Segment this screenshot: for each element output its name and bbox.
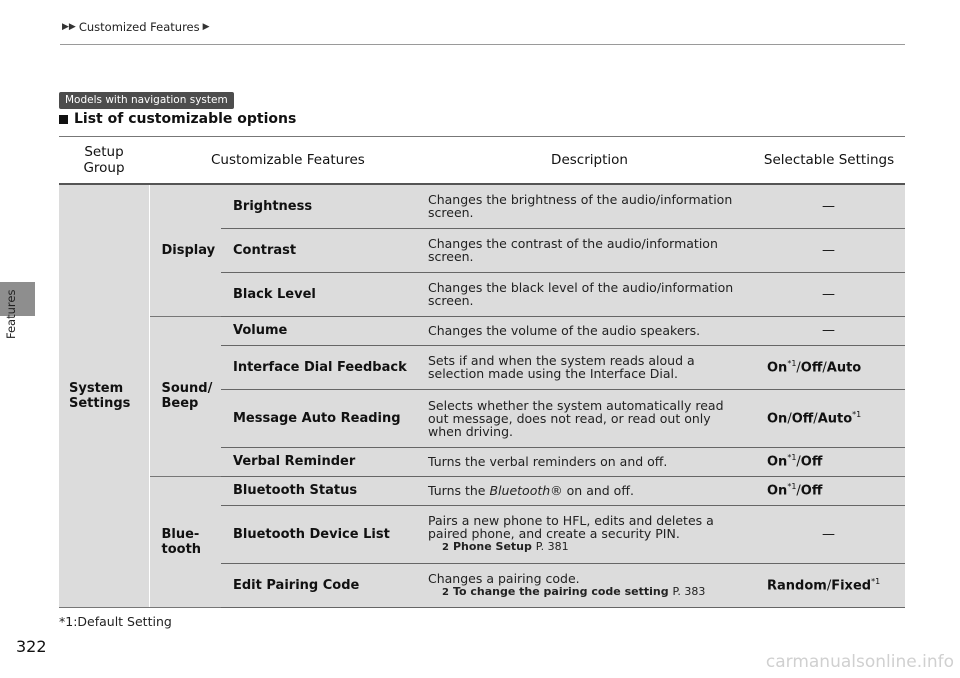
setting-verbal-reminder: On$^{*1}$/Off	[753, 447, 905, 476]
header-setup-group: Setup Group	[59, 137, 149, 185]
breadcrumb-section[interactable]: Customized Features	[78, 20, 200, 34]
setting-interface-dial-feedback: On$^{*1}$/Off/Auto	[753, 345, 905, 389]
description-interface-dial-feedback: Sets if and when the system reads aloud a selection made using the Interface Dial.	[426, 345, 753, 389]
breadcrumb-arrows: ▶▶	[62, 22, 76, 32]
phone-setup-link[interactable]: 2 Phone Setup P. 381	[442, 540, 569, 553]
subgroup-bluetooth: Blue- tooth	[149, 476, 221, 607]
description-black-level: Changes the black level of the audio/information screen.	[426, 272, 753, 316]
setting-volume: —	[753, 316, 905, 345]
table-header-row	[59, 137, 905, 185]
setting-brightness: —	[753, 184, 905, 228]
setting-bluetooth-status: On$^{*1}$/Off	[753, 476, 905, 505]
breadcrumb-end-arrow: ▶	[202, 22, 210, 32]
description-bluetooth-device-list: Pairs a new phone to HFL, edits and deletes a paired phone, and create a security PIN. 2 Phone Setup P. 381	[426, 505, 753, 563]
section-title	[59, 111, 296, 127]
header-description: Description	[426, 137, 753, 185]
table-row	[59, 184, 905, 228]
description-brightness: Changes the brightness of the audio/information screen.	[426, 184, 753, 228]
feature-brightness: Brightness	[221, 184, 426, 228]
chapter-label: Features	[4, 290, 18, 340]
description-verbal-reminder: Turns the verbal reminders on and off.	[426, 447, 753, 476]
section-title-text: List of customizable options	[74, 111, 297, 127]
feature-black-level: Black Level	[221, 272, 426, 316]
header-customizable-features: Customizable Features	[149, 137, 426, 185]
feature-edit-pairing-code: Edit Pairing Code	[221, 563, 426, 607]
description-contrast: Changes the contrast of the audio/information screen.	[426, 228, 753, 272]
description-volume: Changes the volume of the audio speakers.	[426, 316, 753, 345]
bullet-square-icon	[59, 115, 68, 124]
table-row	[59, 316, 905, 345]
models-badge: Models with navigation system	[59, 92, 234, 109]
description-message-auto-reading: Selects whether the system automatically read out message, does not read, or read out only when driving.	[426, 389, 753, 447]
pairing-code-setting-link[interactable]: 2 To change the pairing code setting P. 383	[442, 584, 706, 598]
options-table	[59, 136, 905, 608]
feature-bluetooth-device-list: Bluetooth Device List	[221, 505, 426, 563]
setting-contrast: —	[753, 228, 905, 272]
page-number: 322	[16, 637, 47, 656]
description-edit-pairing-code: Changes a pairing code. 2 To change the pairing code setting P. 383	[426, 563, 753, 607]
feature-bluetooth-status: Bluetooth Status	[221, 476, 426, 505]
group-system-settings: System Settings	[59, 184, 149, 607]
feature-contrast: Contrast	[221, 228, 426, 272]
feature-message-auto-reading: Message Auto Reading	[221, 389, 426, 447]
breadcrumb	[62, 20, 210, 34]
table-row	[59, 476, 905, 505]
setting-edit-pairing-code: Random/Fixed$^{*1}$	[753, 563, 905, 607]
feature-verbal-reminder: Verbal Reminder	[221, 447, 426, 476]
description-bluetooth-status: Turns the Bluetooth® on and off.	[426, 476, 753, 505]
footnote: *1:Default Setting	[59, 614, 172, 629]
feature-interface-dial-feedback: Interface Dial Feedback	[221, 345, 426, 389]
setting-message-auto-reading: On/Off/Auto$^{*1}$	[753, 389, 905, 447]
feature-volume: Volume	[221, 316, 426, 345]
header-divider	[60, 44, 905, 45]
setting-bluetooth-device-list: —	[753, 505, 905, 563]
watermark: carmanualsonline.info	[765, 652, 954, 672]
setting-black-level: —	[753, 272, 905, 316]
subgroup-display: Display	[149, 184, 221, 316]
header-selectable-settings: Selectable Settings	[753, 137, 905, 185]
subgroup-sound-beep: Sound/ Beep	[149, 316, 221, 476]
